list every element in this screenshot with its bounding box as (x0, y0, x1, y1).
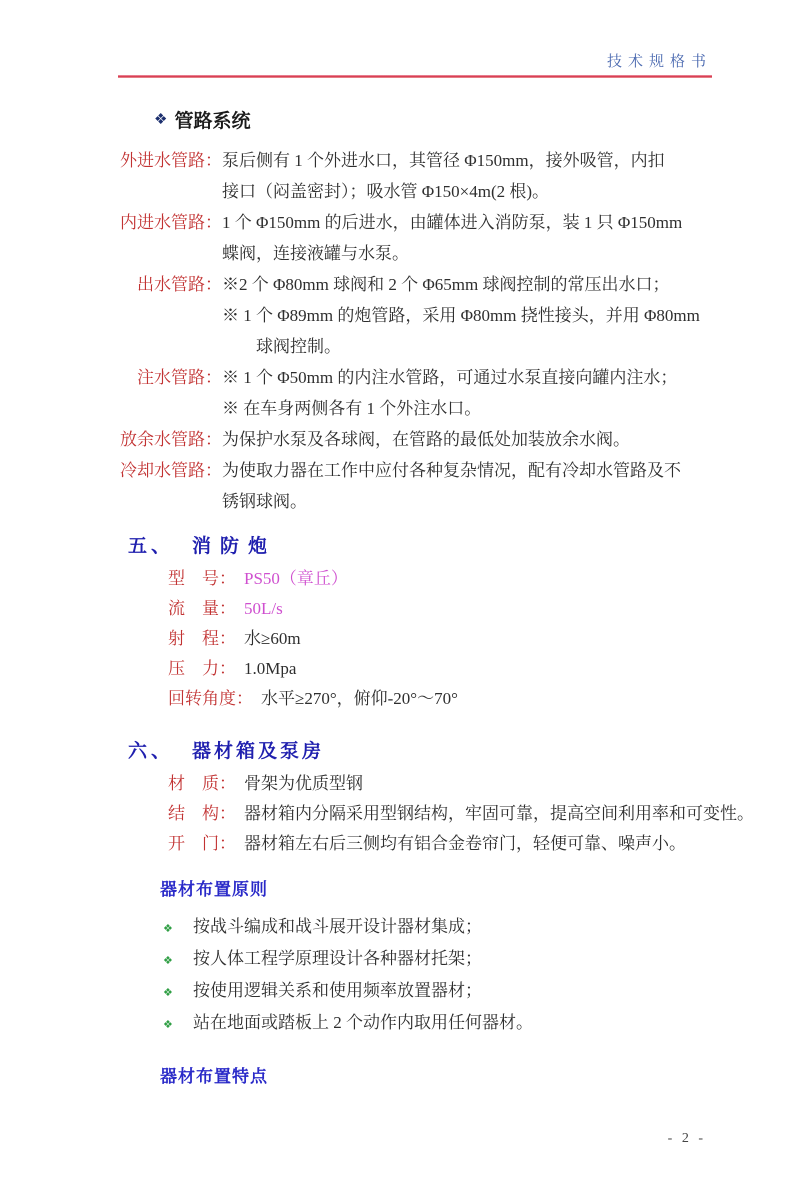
spec-row-flow (168, 594, 712, 624)
list-item-text: 按人体工程学原理设计各种器材托架； (193, 949, 482, 968)
spec-value: 水平≥270°，俯仰-20°～70° (261, 689, 458, 708)
spec-row-pressure (168, 654, 712, 684)
section-6-number: 六、 (128, 741, 175, 762)
spec-label: 型 号： (168, 569, 236, 588)
section-5-heading (128, 531, 712, 558)
diamond-bullet-icon: ❖ (163, 1019, 173, 1031)
section-5-number: 五、 (128, 536, 175, 557)
pipe-item-text: 接口（闷盖密封）；吸水管 Φ150×4m(2 根)。 (222, 182, 550, 201)
pipe-item-outlet (118, 269, 712, 362)
spec-row-door (168, 829, 712, 859)
fire-monitor-specs (168, 564, 712, 714)
spec-label: 流 量： (168, 599, 236, 618)
layout-principles-list (163, 912, 712, 1040)
spec-value: PS50（章丘） (244, 569, 348, 588)
spec-label: 射 程： (168, 629, 236, 648)
spec-label: 开 门： (168, 834, 236, 853)
pipe-item-text: 蝶阀，连接液罐与水泵。 (222, 244, 409, 263)
diamond-bullet-icon: ❖ (163, 987, 173, 999)
pipe-item-drain (118, 424, 712, 455)
section-pipe-heading-label: 管路系统 (174, 111, 251, 132)
list-item-text: 按使用逻辑关系和使用频率放置器材； (193, 981, 482, 1000)
list-item (163, 944, 712, 976)
document-page (0, 50, 800, 1181)
spec-label: 结 构： (168, 804, 236, 823)
pipe-item-text: 1 个 Φ150mm 的后进水，由罐体进入消防泵，装 1 只 Φ150mm (222, 213, 683, 232)
list-item-text: 按战斗编成和战斗展开设计器材集成； (193, 917, 482, 936)
page-number: - 2 - (667, 1131, 706, 1146)
pipe-item-text: 为保护水泵及各球阀，在管路的最低处加装放余水阀。 (222, 430, 630, 449)
list-item (163, 912, 712, 944)
section-pipe-heading (154, 106, 712, 133)
pipe-item-text: ※ 1 个 Φ89mm 的炮管路，采用 Φ80mm 挠性接头，并用 Φ80mm (222, 306, 700, 325)
pipe-item-text: ※2 个 Φ80mm 球阀和 2 个 Φ65mm 球阀控制的常压出水口； (222, 275, 670, 294)
spec-value: 器材箱内分隔采用型钢结构，牢固可靠，提高空间利用率和可变性。 (244, 804, 754, 823)
pipe-item-inner-inlet (118, 207, 712, 269)
spec-row-model (168, 564, 712, 594)
spec-label: 压 力： (168, 659, 236, 678)
pipe-item-label: 冷却水管路： (120, 461, 222, 480)
pipe-item-label: 注水管路： (137, 368, 222, 387)
spec-row-structure (168, 799, 754, 829)
pipe-item-label: 内进水管路： (120, 213, 222, 232)
equipment-box-specs (168, 769, 754, 859)
spec-value: 50L/s (244, 599, 283, 618)
pipe-item-text: 锈钢球阀。 (222, 492, 307, 511)
list-item (163, 1008, 712, 1040)
header-title: 技术规格书 (606, 54, 712, 70)
section-5-title: 消防炮 (192, 536, 277, 557)
header-rule (118, 75, 712, 78)
diamond-bullet-icon: ❖ (163, 955, 173, 967)
spec-row-range (168, 624, 712, 654)
pipe-item-text: ※ 1 个 Φ50mm 的内注水管路，可通过水泵直接向罐内注水； (222, 368, 678, 387)
pipe-item-label: 外进水管路： (120, 151, 222, 170)
layout-principles-heading: 器材布置原则 (160, 880, 268, 899)
pipe-item-text: ※ 在车身两侧各有 1 个外注水口。 (222, 399, 482, 418)
spec-row-rotation (168, 684, 712, 714)
spec-value: 器材箱左右后三侧均有铝合金卷帘门，轻便可靠、噪声小。 (244, 834, 686, 853)
pipe-item-filling (118, 362, 712, 424)
pipe-item-label: 放余水管路： (120, 430, 222, 449)
pipe-item-cooling (118, 455, 712, 517)
pipe-item-list (118, 145, 712, 517)
spec-label: 回转角度： (168, 689, 253, 708)
spec-row-material (168, 769, 712, 799)
spec-value: 1.0Mpa (244, 659, 297, 678)
spec-value: 水≥60m (244, 629, 301, 648)
pipe-item-outer-inlet (118, 145, 712, 207)
diamond-icon: ❖ (154, 112, 168, 128)
pipe-item-text: 为使取力器在工作中应付各种复杂情况，配有冷却水管路及不 (222, 461, 681, 480)
diamond-bullet-icon: ❖ (163, 923, 173, 935)
section-6-heading (128, 736, 712, 763)
pipe-item-text: 泵后侧有 1 个外进水口，其管径 Φ150mm，接外吸管，内扣 (222, 151, 665, 170)
spec-value: 骨架为优质型钢 (244, 774, 363, 793)
layout-features-heading: 器材布置特点 (160, 1067, 268, 1086)
list-item (163, 976, 712, 1008)
pipe-item-text: 球阀控制。 (256, 337, 341, 356)
spec-label: 材 质： (168, 774, 236, 793)
section-6-title: 器材箱及泵房 (192, 741, 325, 762)
pipe-item-label: 出水管路： (137, 275, 222, 294)
list-item-text: 站在地面或踏板上 2 个动作内取用任何器材。 (193, 1013, 533, 1032)
